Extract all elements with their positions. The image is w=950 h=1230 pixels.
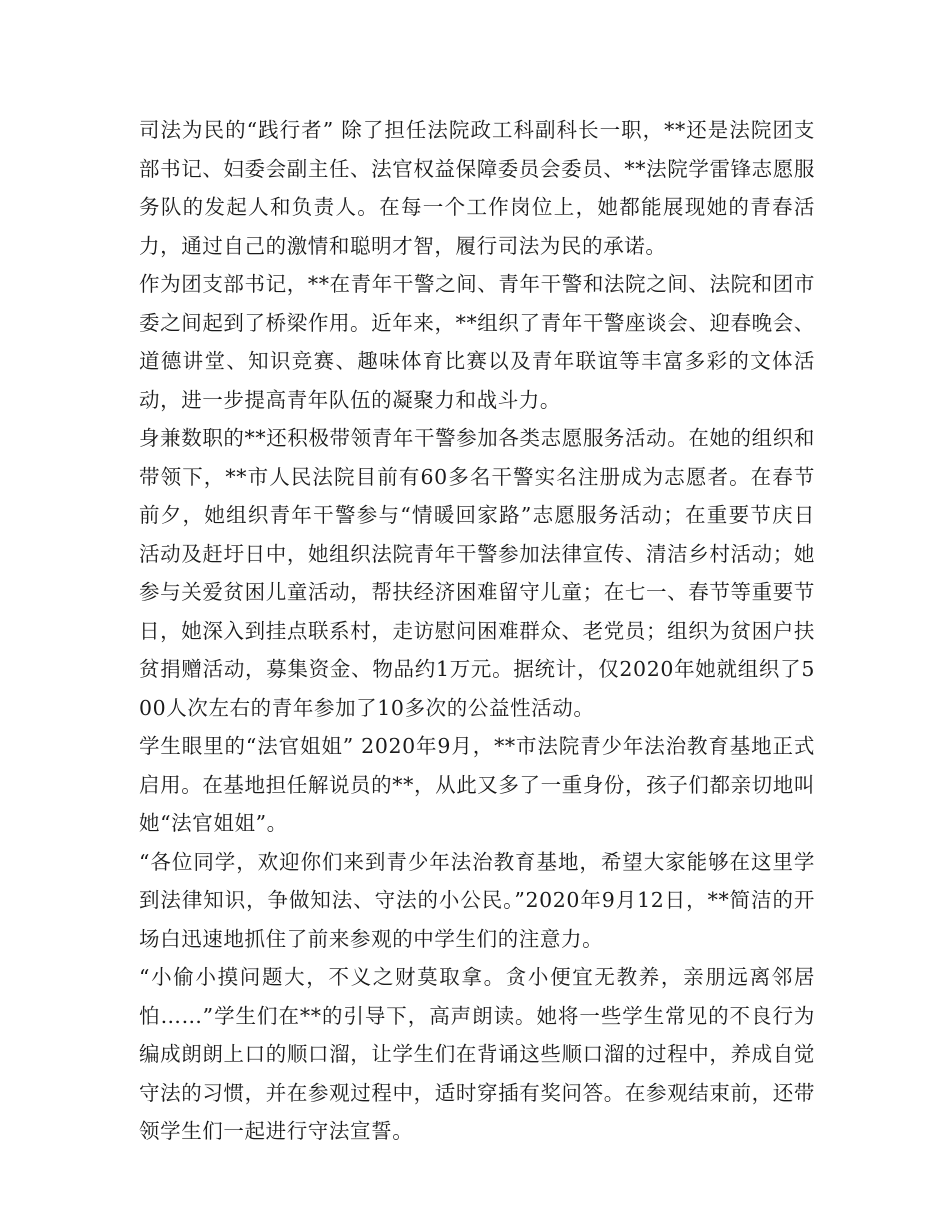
- paragraph-volunteer-service: 身兼数职的**还积极带领青年干警参加各类志愿服务活动。在她的组织和带领下，**市人民法院目前有60多名干警实名注册成为志愿者。在春节前夕，她组织青年干警参与“情暖回家路”志愿服务活动；在重要节庆日活动及赶圩日中，她组织法院青年干警参加法律宣传、清洁乡村活动；她参与关爱贫困儿童活动，帮扶经济困难留守儿童；在七一、春节等重要节日，她深入到挂点联系村，走访慰问困难群众、老党员；组织为贫困户扶贫捐赠活动，募集资金、物品约1万元。据统计，仅2020年她就组织了500人次左右的青年参加了10多次的公益性活动。: [139, 426, 815, 720]
- paragraph-opening-speech: “各位同学，欢迎你们来到青少年法治教育基地，希望大家能够在这里学到法律知识，争做知法、守法的小公民。”2020年9月12日，**简洁的开场白迅速地抓住了前来参观的中学生们的注意力。: [139, 849, 815, 951]
- paragraph-rhyme-reading: “小偷小摸问题大，不义之财莫取拿。贪小便宜无教养，亲朋远离邻居怕……”学生们在**的引导下，高声朗读。她将一些学生常见的不良行为编成朗朗上口的顺口溜，让学生们在背诵这些顺口溜的过程中，养成自觉守法的习惯，并在参观过程中，适时穿插有奖问答。在参观结束前，还带领学生们一起进行守法宣誓。: [139, 965, 815, 1143]
- paragraph-judicial-practitioner: 司法为民的“践行者” 除了担任法院政工科副科长一职，**还是法院团支部书记、妇委会副主任、法官权益保障委员会委员、**法院学雷锋志愿服务队的发起人和负责人。在每一个工作岗位上，她都能展现她的青春活力，通过自己的激情和聪明才智，履行司法为民的承诺。: [139, 118, 815, 258]
- paragraph-judge-sister: 学生眼里的“法官姐姐” 2020年9月，**市法院青少年法治教育基地正式启用。在基地担任解说员的**，从此又多了一重身份，孩子们都亲切地叫她“法官姐姐”。: [139, 734, 815, 835]
- paragraph-league-secretary: 作为团支部书记，**在青年干警之间、青年干警和法院之间、法院和团市委之间起到了桥梁作用。近年来，**组织了青年干警座谈会、迎春晚会、道德讲堂、知识竞赛、趣味体育比赛以及青年联谊等丰富多彩的文体活动，进一步提高青年队伍的凝聚力和战斗力。: [139, 272, 815, 412]
- document-body: [139, 111, 815, 1151]
